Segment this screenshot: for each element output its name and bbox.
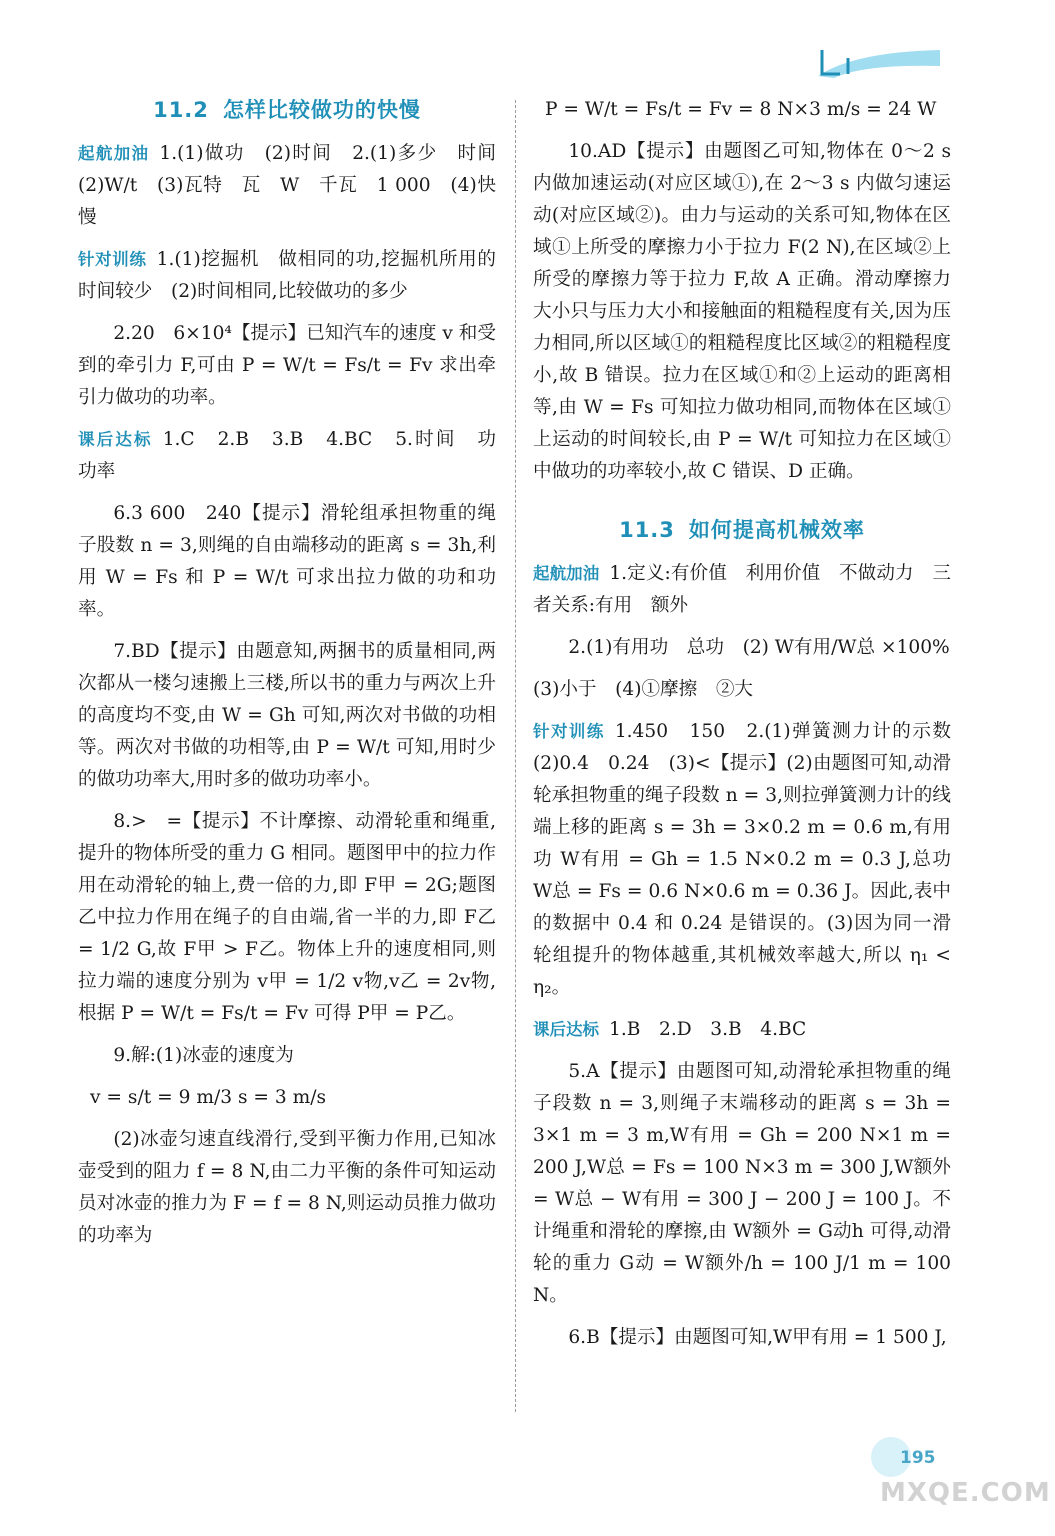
answer-9-equation: v = s/t = 9 m/3 s = 3 m/s	[90, 1087, 327, 1108]
block-label: 起航加油	[78, 144, 150, 163]
answer-10: 10.AD【提示】由题图乙可知,物体在 0～2 s 内做加速运动(对应区域①),在 2～3 s 内做匀速运动(对应区域②)。由力与运动的关系可知,物体在区域①上所受的摩擦力小于拉力 F(2 N),在区域②上所受的摩擦力等于拉力 F,故 A 正确。滑动摩擦力大小只与压力大小和接触面的粗糙程度有关,因为压力相同,所以区域①的粗糙程度比区域②的粗糙程度小,故 B 错误。拉力在区域①和②上运动的距离相等,由 W = Fs 可知拉力做功相同,而物体在区域①上运动的时间较长,由 P = W/t 可知拉力在区域①中做功的功率较小,故 C 错误、D 正确。	[533, 141, 951, 482]
answer-5: 5.A【提示】由题图可知,动滑轮承担物重的绳子段数 n = 3,则绳子末端移动的距离 s = 3h = 3×1 m = 3 m,W有用 = Gh = 200 N×1 m = 200 J,W总 = Fs = 100 N×3 m = 300 J,W额外 = W总 − W有用 = 300 J − 200 J = 100 J。不计绳重和滑轮的摩擦,由 W额外 = G动h 可得,动滑轮的重力 G动 = W额外/h = 100 J/1 m = 100 N。	[533, 1061, 951, 1306]
answer-9-part2: (2)冰壶匀速直线滑行,受到平衡力作用,已知冰壶受到的阻力 f = 8 N,由二力平衡的条件可知运动员对冰壶的推力为 F = f = 8 N,则运动员推力做功的功率为	[78, 1129, 496, 1246]
page-number: 195	[900, 1448, 936, 1468]
watermark: MXQE.COM	[880, 1478, 1051, 1508]
section-title: 怎样比较做功的快慢	[222, 98, 421, 122]
block-label: 课后达标	[533, 1020, 599, 1039]
answer-7: 7.BD【提示】由题意知,两捆书的质量相同,两次都从一楼匀速搬上三楼,所以书的重力与两次上升的高度均不变,由 W = Gh 可知,两次对书做的功相等。两次对书做的功相等,由 P = W/t 可知,用时少的做功功率大,用时多的做功功率小。	[78, 641, 496, 790]
section-heading-11-3	[533, 514, 951, 546]
answer-block-warmup	[533, 558, 951, 622]
answer-2: 2.20 6×10⁴【提示】已知汽车的速度 v 和受到的牵引力 F,可由 P = W/t = Fs/t = Fv 求出牵引力做功的功率。	[78, 323, 496, 408]
answer-block-homework	[533, 1014, 951, 1046]
section-title: 如何提高机械效率	[688, 518, 865, 542]
answer-6: 6.3 600 240【提示】滑轮组承担物重的绳子股数 n = 3,则绳的自由端移动的距离 s = 3h,利用 W = Fs 和 P = W/t 可求出拉力做的功和功率。	[78, 503, 496, 620]
answer-6: 6.B【提示】由题图可知,W甲有用 = 1 500 J,	[568, 1327, 947, 1348]
block-text: 1.B 2.D 3.B 4.BC	[609, 1019, 807, 1040]
block-label: 针对训练	[78, 250, 147, 269]
section-number: 11.2	[153, 98, 209, 122]
answer-block-training	[533, 716, 970, 1004]
block-label: 起航加油	[533, 564, 600, 583]
warmup-2: 2.(1)有用功 总功 (2) W有用/W总 ×100%	[568, 637, 950, 658]
block-text: 1.(1)挖掘机 做相同的功,挖掘机所用的时间较少 (2)时间相同,比较做功的多少	[78, 249, 496, 302]
answer-8: 8.> =【提示】不计摩擦、动滑轮重和绳重,提升的物体所受的重力 G 相同。题图甲中的拉力作用在动滑轮的轴上,费一倍的力,即 F甲 = 2G;题图乙中拉力作用在绳子的自由端,省一半的力,即 F乙 = 1/2 G,故 F甲 > F乙。物体上升的速度相同,则拉力端的速度分别为 v甲 = 1/2 v物,v乙 = 2v物,根据 P = W/t = Fs/t = Fv 可得 P甲 = P乙。	[78, 811, 496, 1024]
answer-9-intro: 9.解:(1)冰壶的速度为	[113, 1045, 294, 1066]
block-text: 1.定义:有价值 利用价值 不做动力 三者关系:有用 额外	[533, 563, 951, 616]
left-column	[78, 94, 515, 1262]
right-column	[533, 94, 970, 1364]
answer-block-warmup	[78, 138, 515, 234]
warmup-3: (3)小于 (4)①摩擦 ②大	[533, 679, 754, 700]
section-heading-11-2	[78, 94, 496, 126]
answer-block-homework	[78, 424, 515, 488]
block-label: 针对训练	[533, 722, 605, 741]
power-equation: P = W/t = Fs/t = Fv = 8 N×3 m/s = 24 W	[545, 99, 937, 120]
block-text: 1.(1)做功 (2)时间 2.(1)多少 时间 (2)W/t (3)瓦特 瓦 W 千瓦 1 000 (4)快慢	[78, 143, 515, 228]
block-text: 1.C 2.B 3.B 4.BC 5.时间 功 功率	[78, 429, 515, 482]
block-label: 课后达标	[78, 430, 153, 449]
section-number: 11.3	[619, 518, 675, 542]
header-decoration	[814, 44, 944, 80]
block-text: 1.450 150 2.(1)弹簧测力计的示数 (2)0.4 0.24 (3)<【提示】(2)由题图可知,动滑轮承担物重的绳子段数 n = 3,则拉弹簧测力计的线端上移的距离 s = 3h = 3×0.2 m = 0.6 m,有用功 W有用 = Gh = 1.5 N×0.2 m = 0.3 J,总功 W总 = Fs = 0.6 N×0.6 m = 0.36 J。因此,表中的数据中 0.4 和 0.24 是错误的。(3)因为同一滑轮组提升的物体越重,其机械效率越大,所以 η₁ < η₂。	[533, 721, 970, 998]
column-divider	[515, 100, 516, 1412]
answer-block-training	[78, 244, 496, 308]
